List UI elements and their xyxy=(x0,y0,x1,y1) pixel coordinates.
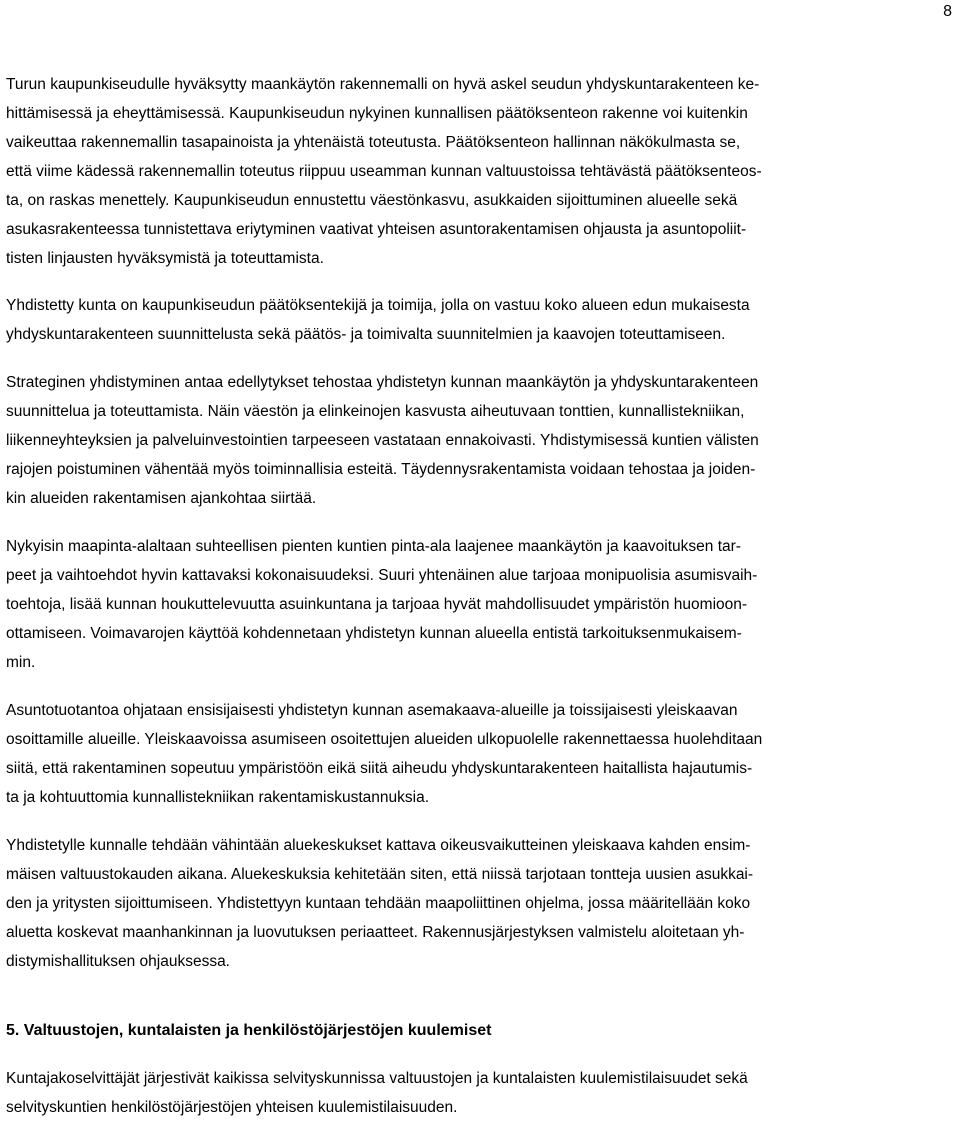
text-line: Nykyisin maapinta-alaltaan suhteellisen pienten kuntien pinta-ala laajenee maankäytön ja kaavoituksen tar- xyxy=(6,538,741,555)
paragraph-hearings xyxy=(6,1064,956,1122)
paragraph-master-plan xyxy=(6,831,956,976)
text-line: toehtoja, lisää kunnan houkuttelevuutta asuinkuntana ja tarjoaa hyvät mahdollisuudet ympäristön huomioon- xyxy=(6,596,748,613)
text-line: liikenneyhteyksien ja palveluinvestointien tarpeeseen vastataan ennakoivasti. Yhdistymisessä kuntien välisten xyxy=(6,432,759,449)
section-heading: 5. Valtuustojen, kuntalaisten ja henkilöstöjärjestöjen kuulemiset xyxy=(6,1022,492,1039)
text-line: min. xyxy=(6,654,36,671)
page-number: 8 xyxy=(943,3,952,20)
paragraph-strategic-merger xyxy=(6,368,956,513)
text-line: ta, on raskas menettely. Kaupunkiseudun ennustettu väestönkasvu, asukkaiden sijoittuminen alueelle sekä xyxy=(6,192,738,209)
text-line: distymishallituksen ohjauksessa. xyxy=(6,953,230,970)
text-line: selvityskuntien henkilöstöjärjestöjen yhteisen kuulemistilaisuuden. xyxy=(6,1099,458,1116)
text-line: Asuntotuotantoa ohjataan ensisijaisesti yhdistetyn kunnan asemakaava-alueille ja toissijaisesti yleiskaavan xyxy=(6,702,738,719)
text-line: mäisen valtuustokauden aikana. Aluekeskuksia kehitetään siten, että niissä tarjotaan tontteja uusien asukkai- xyxy=(6,866,754,883)
text-line: siitä, että rakentaminen sopeutuu ympäristöön eikä siitä aiheudu yhdyskuntarakenteen haitallista hajautumis- xyxy=(6,760,753,777)
text-line: Kuntajakoselvittäjät järjestivät kaikissa selvityskunnissa valtuustojen ja kuntalaisten kuulemistilaisuudet sekä xyxy=(6,1070,748,1087)
text-line: Strateginen yhdistyminen antaa edellytykset tehostaa yhdistetyn kunnan maankäytön ja yhdyskuntarakenteen xyxy=(6,374,759,391)
text-line: Yhdistetylle kunnalle tehdään vähintään aluekeskukset kattava oikeusvaikutteinen yleiskaava kahden ensim- xyxy=(6,837,751,854)
paragraph-housing-production xyxy=(6,696,956,812)
paragraph-land-area xyxy=(6,532,956,677)
text-line: tisten linjausten hyväksymistä ja toteuttamista. xyxy=(6,250,324,267)
text-line: osoittamille alueille. Yleiskaavoissa asumiseen osoitettujen alueiden ulkopuolelle rakennettaessa huolehditaan xyxy=(6,731,763,748)
text-line: kin alueiden rakentamisen ajankohtaa siirtää. xyxy=(6,490,317,507)
text-line: asukasrakenteessa tunnistettava eriytyminen vaativat yhteisen asuntorakentamisen ohjausta ja asuntopoliit- xyxy=(6,221,747,238)
text-line: yhdyskuntarakenteen suunnittelusta sekä päätös- ja toimivalta suunnitelmien ja kaavojen toteuttamiseen. xyxy=(6,326,726,343)
text-line: hittämisessä ja eheyttämisessä. Kaupunkiseudun nykyinen kunnallisen päätöksenteon rakenne voi kuitenkin xyxy=(6,105,748,122)
text-line: vaikeuttaa rakennemallin tasapainoista ja yhtenäistä toteutusta. Päätöksenteon hallinnan näkökulmasta se, xyxy=(6,134,741,151)
text-line: että viime kädessä rakennemallin toteutus riippuu useamman kunnan valtuustoissa tehtävästä päätöksenteos- xyxy=(6,163,762,180)
text-line: rajojen poistuminen vähentää myös toiminnallisia esteitä. Täydennysrakentamista voidaan tehostaa ja joiden- xyxy=(6,461,756,478)
text-line: peet ja vaihtoehdot hyvin kattavaksi kokonaisuudeksi. Suuri yhtenäinen alue tarjoaa monipuolisia asumisvaih- xyxy=(6,567,758,584)
text-line: ta ja kohtuuttomia kunnallistekniikan rakentamiskustannuksia. xyxy=(6,789,430,806)
text-line: suunnittelua ja toteuttamista. Näin väestön ja elinkeinojen kasvusta aiheutuvaan tonttien, kunnallistekniikan, xyxy=(6,403,745,420)
document-body xyxy=(6,70,956,1122)
paragraph-structure-model xyxy=(6,70,956,273)
text-line: Turun kaupunkiseudulle hyväksytty maankäytön rakennemalli on hyvä askel seudun yhdyskuntarakenteen ke- xyxy=(6,76,760,93)
text-line: den ja yritysten sijoittumiseen. Yhdistettyyn kuntaan tehdään maapoliittinen ohjelma, jossa määritellään koko xyxy=(6,895,751,912)
text-line: Yhdistetty kunta on kaupunkiseudun päätöksentekijä ja toimija, jolla on vastuu koko alueen edun mukaisesta xyxy=(6,297,750,314)
text-line: aluetta koskevat maanhankinnan ja luovutuksen periaatteet. Rakennusjärjestyksen valmistelu aloitetaan yh- xyxy=(6,924,745,941)
text-line: ottamiseen. Voimavarojen käyttöä kohdennetaan yhdistetyn kunnan alueella entistä tarkoituksenmukaisem- xyxy=(6,625,742,642)
paragraph-merged-municipality xyxy=(6,291,956,349)
